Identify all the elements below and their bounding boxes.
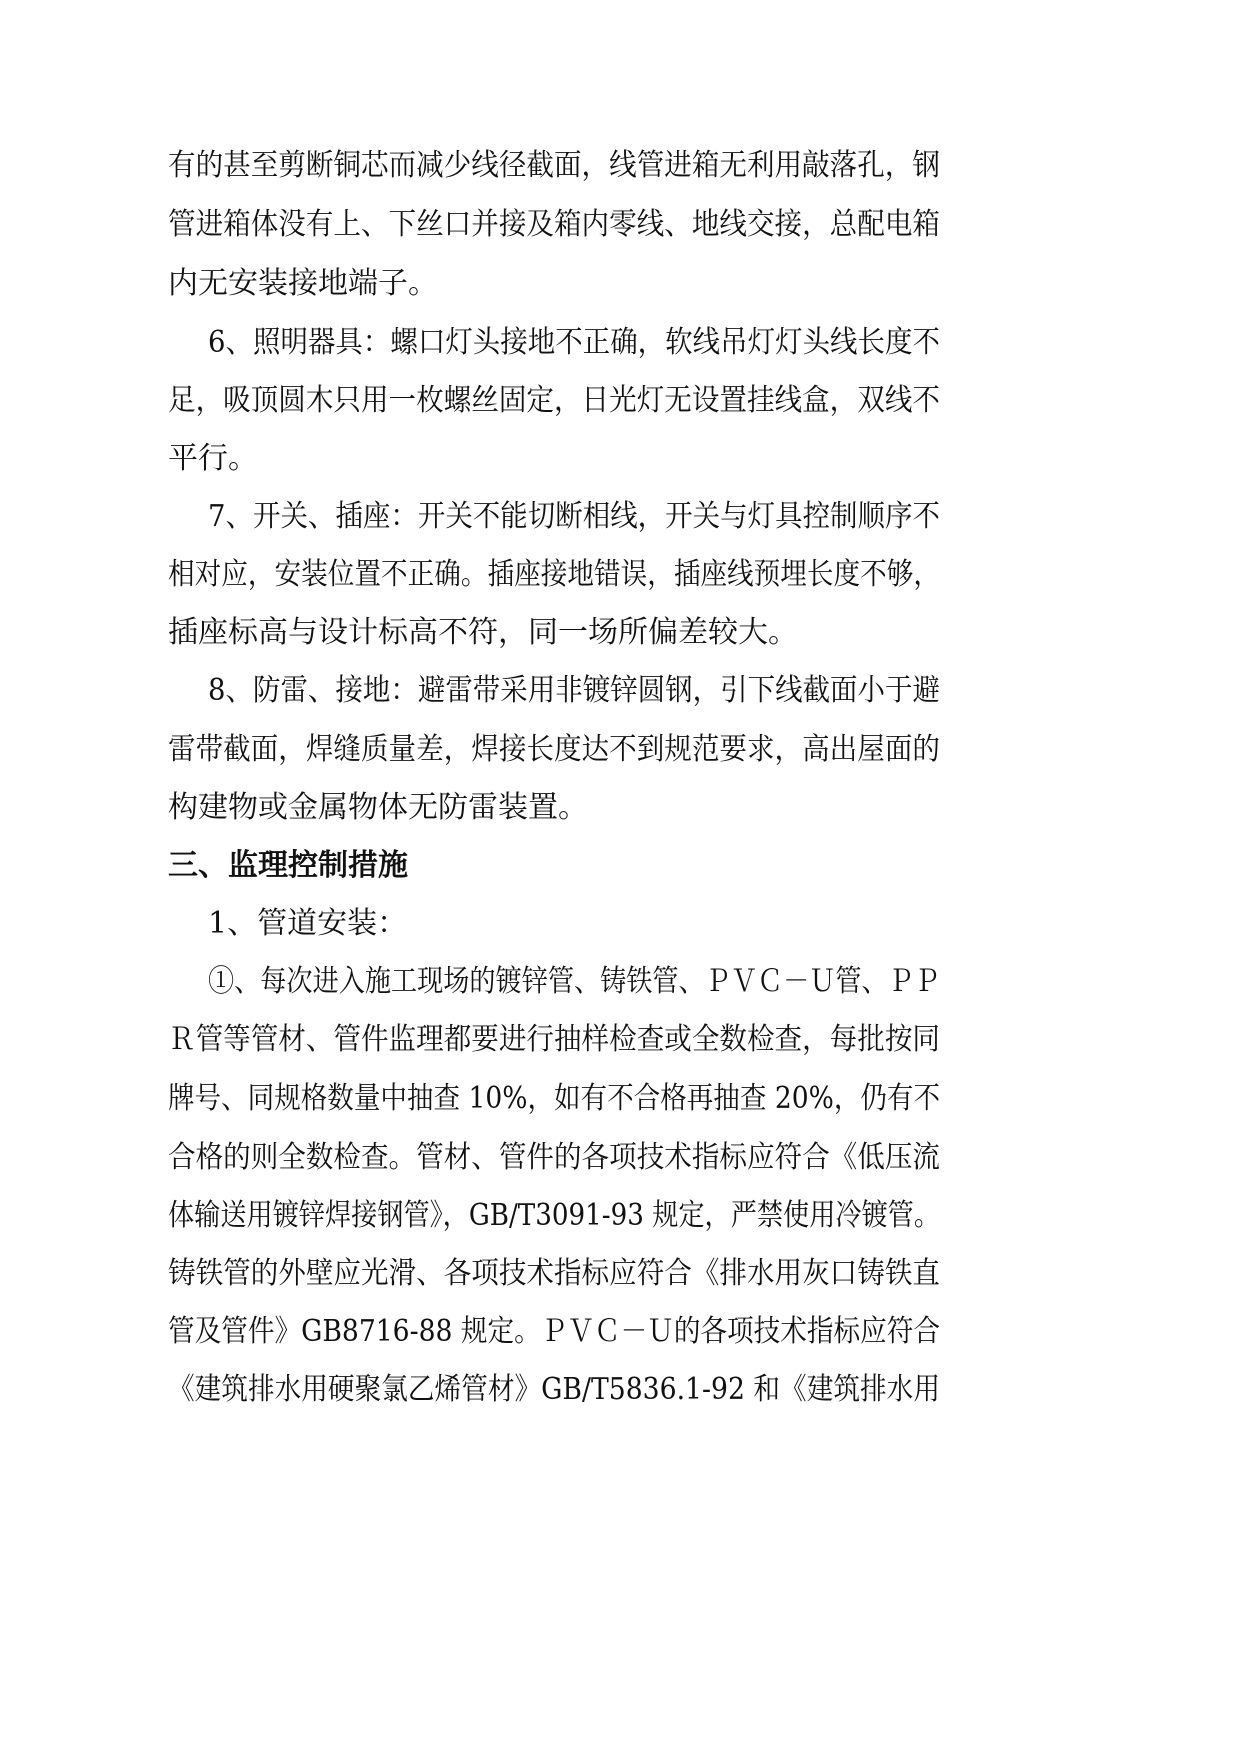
text-line — [0, 904, 1241, 944]
text-line — [0, 613, 1241, 653]
text-line — [0, 323, 1241, 363]
text-line — [0, 1312, 1241, 1352]
text-line — [0, 1370, 1241, 1410]
line-text: 牌号、同规格数量中抽查 10%，如有不合格再抽查 20%，仍有不 — [168, 1081, 941, 1116]
line-text: 8、防雷、接地：避雷带采用非镀锌圆钢，引下线截面小于避 — [208, 673, 940, 708]
text-line — [0, 1196, 1241, 1236]
line-text: 插座标高与设计标高不符，同一场所偏差较大。 — [168, 615, 798, 650]
text-line — [0, 146, 1241, 186]
text-line — [0, 1020, 1241, 1060]
line-text: 构建物或金属物体无防雷装置。 — [168, 790, 588, 825]
line-text: 管及管件》GB8716-88 规定。ＰＶＣ－Ｕ的各项技术指标应符合 — [168, 1314, 940, 1349]
text-line — [0, 264, 1241, 304]
text-line — [0, 1138, 1241, 1178]
section-heading-text: 三、监理控制措施 — [168, 848, 408, 883]
line-text: 铸铁管的外壁应光滑、各项技术指标应符合《排水用灰口铸铁直 — [168, 1256, 940, 1291]
line-text: 7、开关、插座：开关不能切断相线，开关与灯具控制顺序不 — [208, 499, 940, 534]
line-text: 内无安装接地端子。 — [168, 266, 438, 301]
text-line — [0, 962, 1241, 1002]
line-text: Ｒ管等管材、管件监理都要进行抽样检查或全数检查，每批按同 — [168, 1022, 940, 1057]
line-text: 6、照明器具：螺口灯头接地不正确，软线吊灯灯头线长度不 — [208, 325, 940, 360]
line-text: 合格的则全数检查。管材、管件的各项技术指标应符合《低压流 — [168, 1140, 940, 1175]
line-text: 足，吸顶圆木只用一枚螺丝固定，日光灯无设置挂线盒，双线不 — [168, 383, 940, 418]
text-line — [0, 497, 1241, 537]
text-line — [0, 1254, 1241, 1294]
line-text: 体输送用镀锌焊接钢管》，GB/T3091-93 规定，严禁使用冷镀管。 — [168, 1198, 941, 1233]
text-line — [0, 1079, 1241, 1119]
text-line — [0, 788, 1241, 828]
line-text: 有的甚至剪断铜芯而减少线径截面，线管进箱无利用敲落孔，钢 — [168, 148, 940, 183]
text-line — [0, 555, 1241, 595]
text-line — [0, 730, 1241, 770]
text-line — [0, 671, 1241, 711]
line-text: ①、每次进入施工现场的镀锌管、铸铁管、ＰＶＣ－Ｕ管、ＰＰ — [208, 964, 940, 999]
line-text: 1、管道安装： — [208, 906, 408, 941]
line-text: 平行。 — [168, 441, 258, 476]
line-text: 管进箱体没有上、下丝口并接及箱内零线、地线交接，总配电箱 — [168, 207, 940, 242]
line-text: 相对应，安装位置不正确。插座接地错误，插座线预埋长度不够， — [168, 557, 941, 592]
line-text: 雷带截面，焊缝质量差，焊接长度达不到规范要求，高出屋面的 — [168, 732, 940, 767]
section-heading — [0, 846, 1241, 886]
text-line — [0, 381, 1241, 421]
line-text: 《建筑排水用硬聚氯乙烯管材》GB/T5836.1-92 和《建筑排水用 — [168, 1372, 940, 1407]
text-line — [0, 205, 1241, 245]
text-line — [0, 439, 1241, 479]
